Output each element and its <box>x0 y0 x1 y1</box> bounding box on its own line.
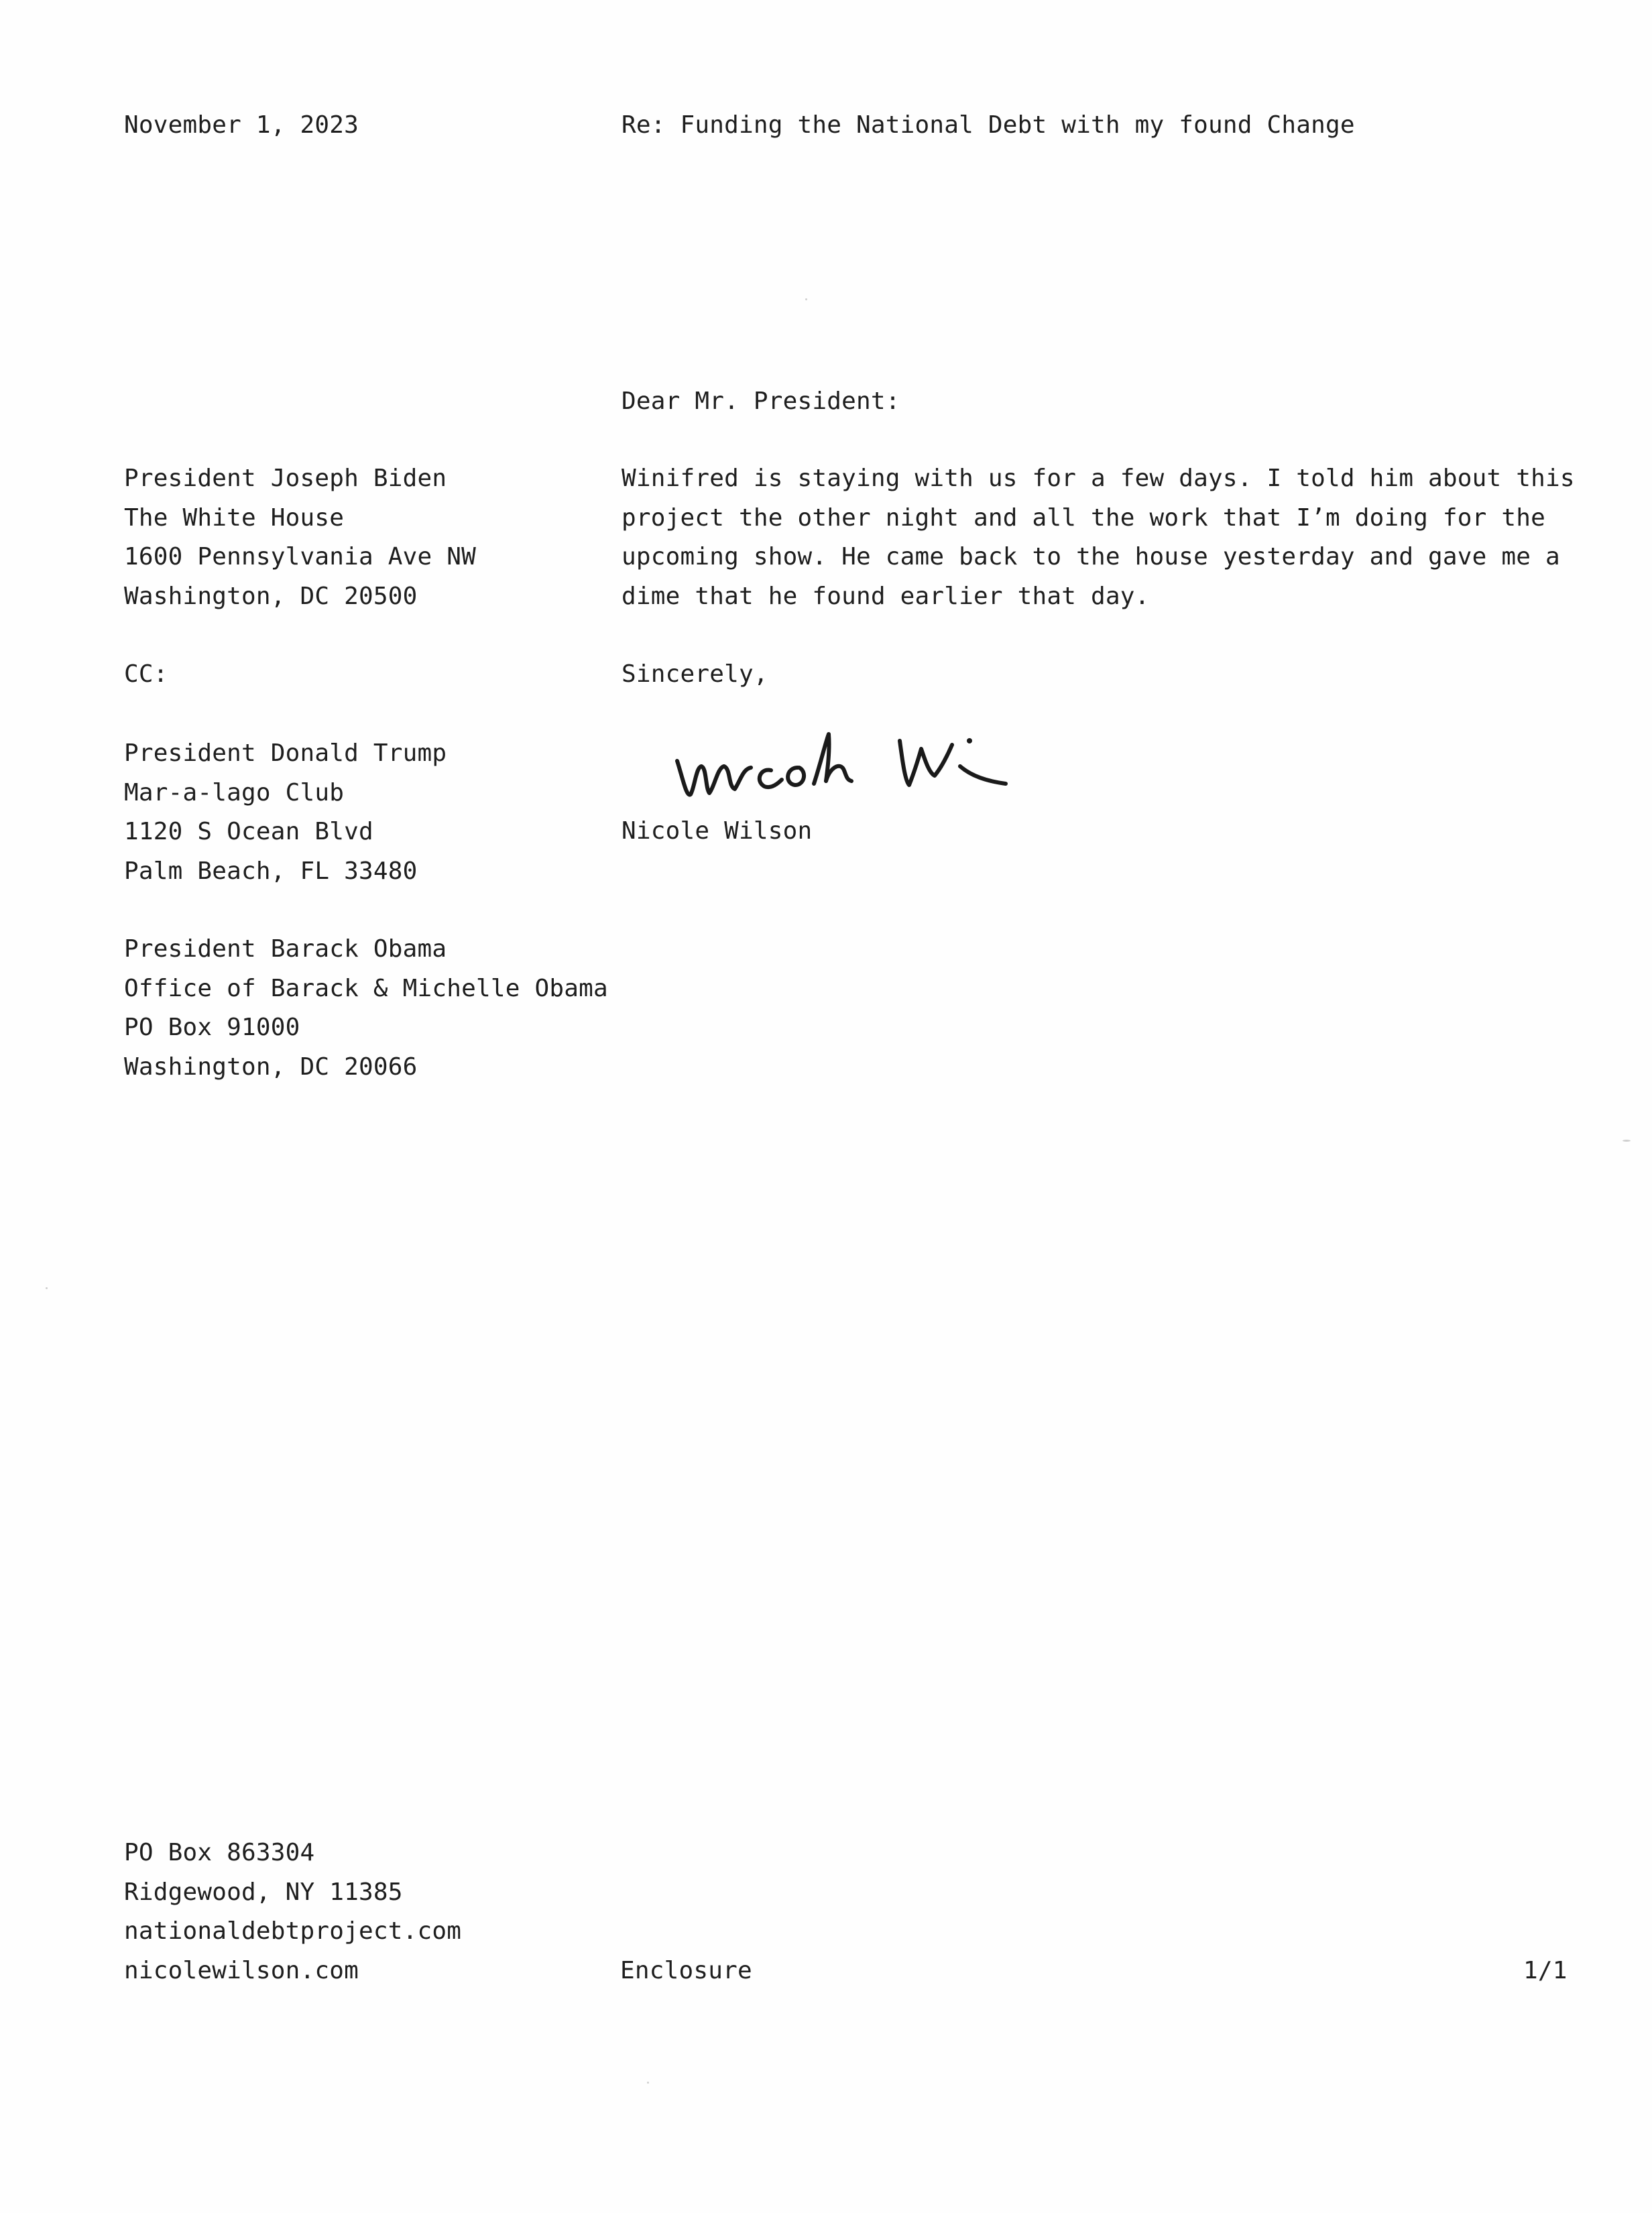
cc-recipient-trump <box>124 734 447 891</box>
page-number: 1/1 <box>1523 1957 1568 1984</box>
address-line: Washington, DC 20066 <box>124 1053 418 1081</box>
scan-speck <box>647 2082 649 2084</box>
address-line: 1600 Pennsylvania Ave NW <box>124 543 476 571</box>
scan-speck <box>805 298 807 300</box>
address-line: President Barack Obama <box>124 935 447 963</box>
enclosure-note: Enclosure <box>620 1957 752 1984</box>
scan-speck <box>1622 1140 1631 1142</box>
address-line: 1120 S Ocean Blvd <box>124 818 373 845</box>
address-line: President Donald Trump <box>124 739 447 767</box>
address-line: Palm Beach, FL 33480 <box>124 857 418 885</box>
signed-name: Nicole Wilson <box>622 817 813 845</box>
scan-speck <box>46 1287 48 1289</box>
sender-website: nationaldebtproject.com <box>124 1917 462 1945</box>
body-line: project the other night and all the work that I’m doing for the <box>622 503 1546 532</box>
letter-subject: Re: Funding the National Debt with my found Change <box>622 111 1355 139</box>
address-line: Mar-a-lago Club <box>124 778 345 806</box>
sender-address <box>124 1834 461 1990</box>
address-line: PO Box 91000 <box>124 1014 300 1041</box>
body-line: Winifred is staying with us for a few days. I told him about this <box>622 465 1575 492</box>
address-line: President Joseph Biden <box>124 465 447 492</box>
salutation: Dear Mr. President: <box>622 387 900 415</box>
sender-line: PO Box 863304 <box>124 1839 315 1866</box>
sender-line: Ridgewood, NY 11385 <box>124 1878 403 1906</box>
body-line: upcoming show. He came back to the house yesterday and gave me a <box>622 543 1560 571</box>
closing: Sincerely, <box>622 660 768 688</box>
letter-date: November 1, 2023 <box>124 111 359 139</box>
sender-website: nicolewilson.com <box>124 1956 359 1984</box>
cc-label: CC: <box>124 660 168 688</box>
address-line: Office of Barack & Michelle Obama <box>124 974 608 1002</box>
cc-recipient-obama <box>124 930 608 1087</box>
address-line: The White House <box>124 503 345 532</box>
letter-body <box>622 459 1575 616</box>
recipient-address <box>124 459 476 616</box>
address-line: Washington, DC 20500 <box>124 582 418 610</box>
body-line: dime that he found earlier that day. <box>622 582 1150 610</box>
handwritten-signature <box>670 714 1019 815</box>
